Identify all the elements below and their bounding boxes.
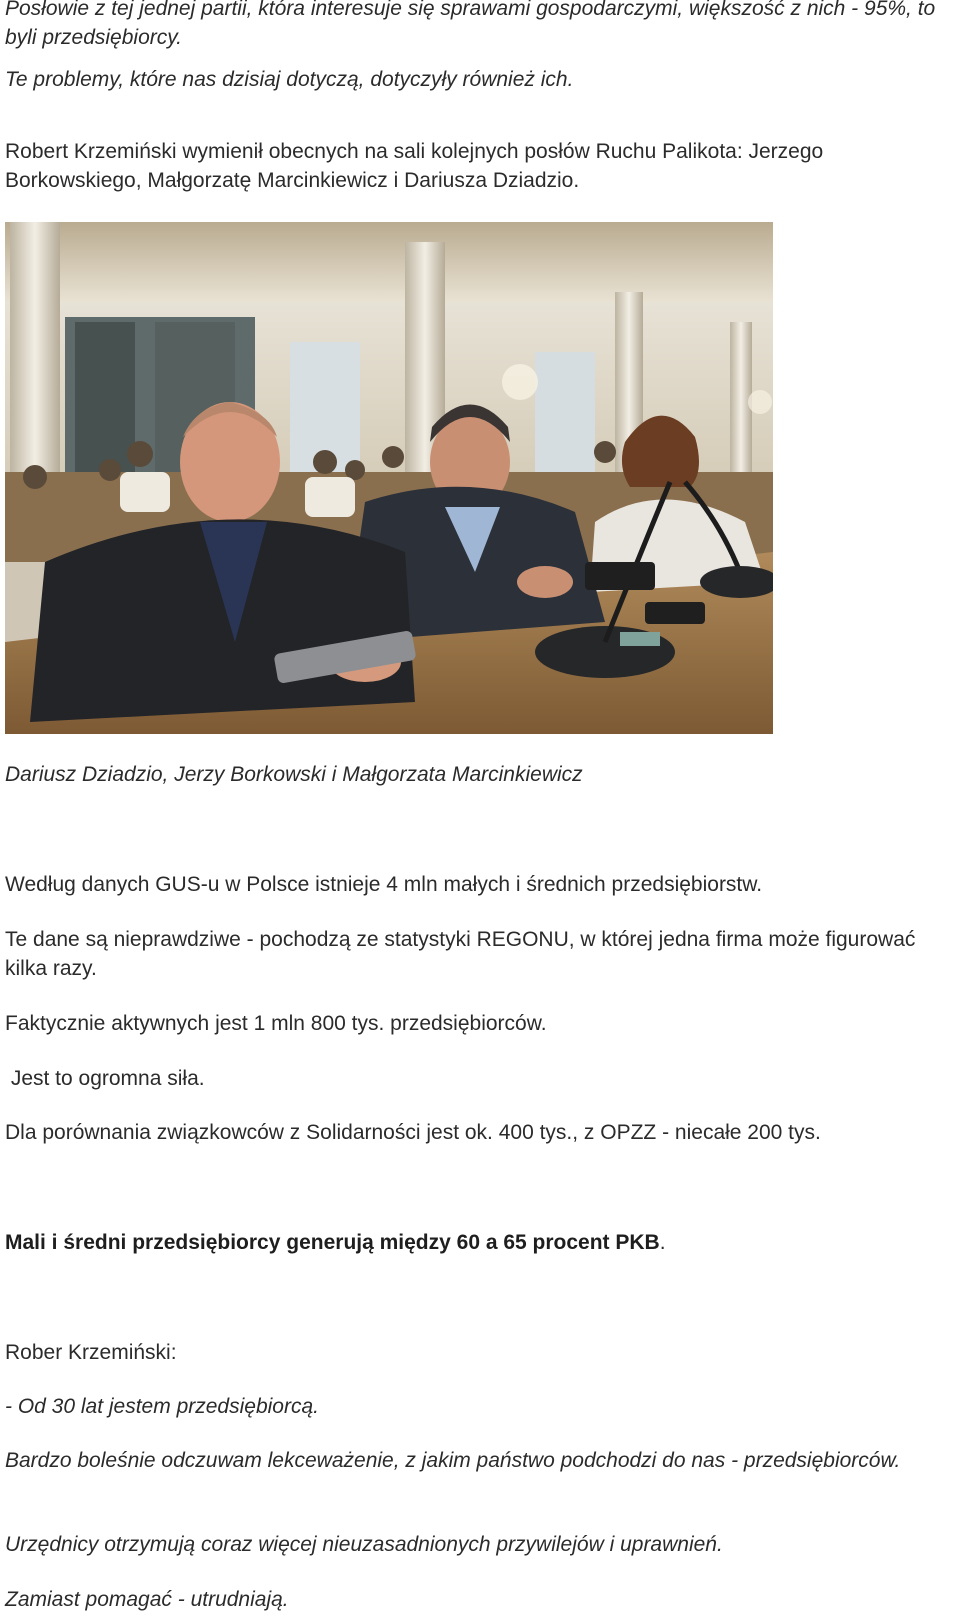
paragraph-intro: Posłowie z tej jednej partii, która interesuje się sprawami gospodarczymi, większość z nich - 95%, to byli przedsiębiorcy. <box>5 0 936 49</box>
paragraph-pkb <box>5 1228 955 1257</box>
paragraph-gus-data: Według danych GUS-u w Polsce istnieje 4 mln małych i średnich przedsiębiorstw. <box>5 873 763 896</box>
quote-officials: Urzędnicy otrzymują coraz więcej nieuzasadnionych przywilejów i uprawnień. <box>5 1533 723 1556</box>
photo-caption: Dariusz Dziadzio, Jerzy Borkowski i Małgorzata Marcinkiewicz <box>5 763 583 786</box>
pkb-bold-text: Mali i średni przedsiębiorcy generują między 60 a 65 procent PKB <box>5 1231 660 1254</box>
paragraph-krzeminski-mention: Robert Krzemiński wymienił obecnych na sali kolejnych posłów Ruchu Palikota: Jerzego Borkowskiego, Małgorzatę Marcinkiewicz i Dariusza Dziadzio. <box>5 140 824 192</box>
paragraph-problems: Te problemy, które nas dzisiaj dotyczą, dotyczyły również ich. <box>5 68 574 91</box>
paragraph-strength: Jest to ogromna siła. <box>5 1067 205 1090</box>
paragraph-speaker: Rober Krzemiński: <box>5 1341 177 1364</box>
paragraph-active-entrepreneurs: Faktycznie aktywnych jest 1 mln 800 tys. przedsiębiorców. <box>5 1012 547 1035</box>
paragraph-regon: Te dane są nieprawdziwe - pochodzą ze statystyki REGONU, w której jedna firma może figurować kilka razy. <box>5 928 916 980</box>
photo-illustration <box>5 222 773 734</box>
pkb-period: . <box>659 1231 666 1254</box>
article-photo <box>5 222 773 734</box>
quote-instead-of-helping: Zamiast pomagać - utrudniają. <box>5 1588 289 1611</box>
quote-30-years: - Od 30 lat jestem przedsiębiorcą. <box>5 1395 319 1418</box>
quote-disregard: Bardzo boleśnie odczuwam lekceważenie, z jakim państwo podchodzi do nas - przedsiębiorców. <box>5 1449 901 1472</box>
paragraph-comparison: Dla porównania związkowców z Solidarności jest ok. 400 tys., z OPZZ - niecałe 200 tys. <box>5 1121 821 1144</box>
